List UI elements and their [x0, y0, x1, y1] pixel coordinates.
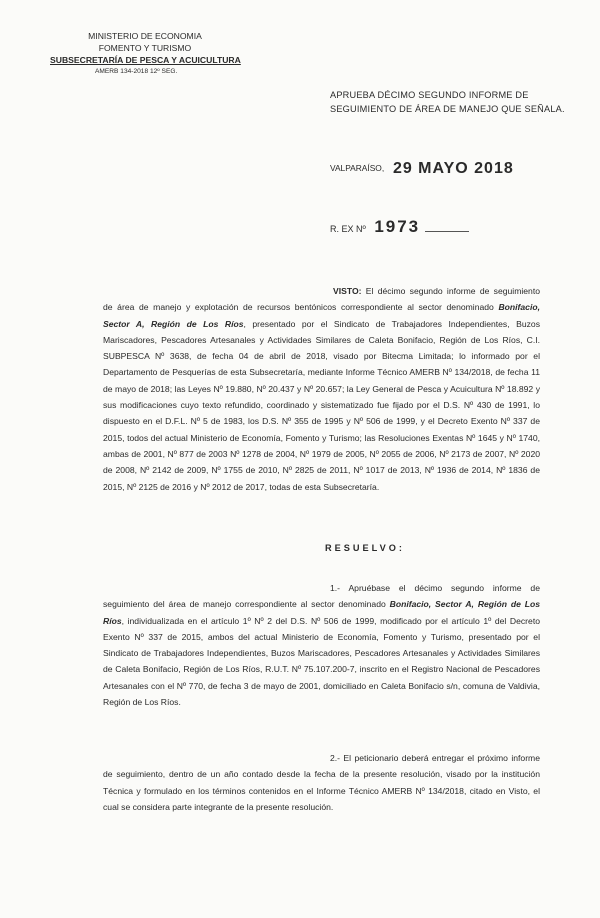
subject-line-1: APRUEBA DÉCIMO SEGUNDO INFORME DE: [330, 90, 529, 100]
item-1-text-2: , individualizada en el artículo 1º Nº 2 del D.S. Nº 506 de 1999, modificado por el artículo 1º del Decreto Exento Nº 337 de 2015, ambos del actual Ministerio de Economía, Fomento y Turismo, presentado por el Sindicato de Trabajadores Independientes, Buzos Mariscadores, Pescadores Artesanales y Actividades Similares de Caleta Bonifacio, Región de Los Ríos, R.U.T. Nº 75.107.200-7, inscrito en el Registro Nacional de Pescadores Artesanales con el Nº 770, de fecha 3 de mayo de 2001, domiciliado en Caleta Bonifacio s/n, comuna de Valdivia, Región de Los Ríos.: [103, 615, 540, 708]
item-2-text: El peticionario deberá entregar el próximo informe de seguimiento, dentro de un año contado desde la fecha de la presente resolución, visado por la institución Técnica y formulado en los términos contenidos en el Informe Técnico AMERB Nº 134/2018, citado en Visto, el cual se considera parte integrante de la presente resolución.: [103, 753, 540, 812]
rex-label: R. EX Nº: [330, 224, 366, 234]
ministry-name: MINISTERIO DE ECONOMIA: [88, 31, 202, 41]
item-1-sector-name: Bonifacio, Sector A, Región de Los Ríos: [103, 599, 540, 626]
resolution-number: [330, 217, 469, 237]
visto-label: VISTO:: [333, 286, 362, 296]
visto-text-2: , presentado por el Sindicato de Trabajadores Independientes, Buzos Mariscadores, Pescadores Artesanales y Actividades Similares de Caleta Bonifacio, Región de Los Ríos, C.I. SUBPESCA Nº 3638, de fecha 04 de abril de 2018, visado por Bitecma Limitada; lo informado por el Departamento de Pesquerías de esta Subsecretaría, mediante Informe Técnico AMERB Nº 134/2018, de fecha 11 de mayo de 2018; las Leyes Nº 19.880, Nº 20.437 y Nº 20.657; la Ley General de Pesca y Acuicultura Nº 18.892 y sus modificaciones cuyo texto refundido, coordinado y sistematizado fue fijado por el D.S. Nº 430 de 1991, lo dispuesto en el D.F.L. Nº 5 de 1983, los D.S. Nº 355 de 1995 y Nº 506 de 1999, y el Decreto Exento Nº 337 de 2015, todos del actual Ministerio de Economía, Fomento y Turismo; las Resoluciones Exentas Nº 1645 y Nº 1740, ambas de 2001, Nº 877 de 2003 Nº 1278 de 2004, Nº 1979 de 2005, Nº 2055 de 2006, Nº 2173 de 2007, Nº 2020 de 2008, Nº 2142 de 2009, Nº 1755 de 2010, Nº 2825 de 2011, Nº 1017 de 2013, Nº 1936 de 2014, Nº 1836 de 2015, Nº 2125 de 2016 y Nº 2012 de 2017, todas de esta Subsecretaría.: [103, 318, 540, 492]
item-1-number: 1.-: [330, 583, 341, 593]
ministry-name-2: FOMENTO Y TURISMO: [98, 43, 192, 53]
subject-line-2: SEGUIMIENTO DE ÁREA DE MANEJO QUE SEÑALA.: [330, 104, 565, 114]
rex-underline: [425, 231, 469, 232]
letterhead: [50, 30, 240, 78]
visto-paragraph: [103, 283, 540, 495]
date-line: [330, 160, 514, 178]
date-place: VALPARAÍSO,: [330, 163, 385, 173]
resolution-item-2: [103, 750, 540, 815]
resolution-item-1: [103, 580, 540, 710]
item-2-number: 2.-: [330, 753, 341, 763]
visto-text-1: El décimo segundo informe de seguimiento de área de manejo y explotación de recursos bentónicos correspondiente al sector denominado: [103, 286, 541, 313]
item-1-text-1: Apruébase el décimo segundo informe de seguimiento del área de manejo correspondiente al sector denominado: [103, 583, 540, 610]
subsecretaria-name: SUBSECRETARÍA DE PESCA Y ACUICULTURA: [50, 55, 241, 65]
resuelvo-heading: RESUELVO:: [325, 543, 405, 553]
rex-number: 1973: [374, 217, 421, 236]
reference-code: AMERB 134-2018 12º SEG.: [95, 68, 178, 75]
visto-sector-name: Bonifacio, Sector A, Región de Los Ríos: [103, 302, 540, 329]
date-stamp: 29 MAYO 2018: [392, 160, 514, 177]
document-subject: [330, 88, 565, 116]
